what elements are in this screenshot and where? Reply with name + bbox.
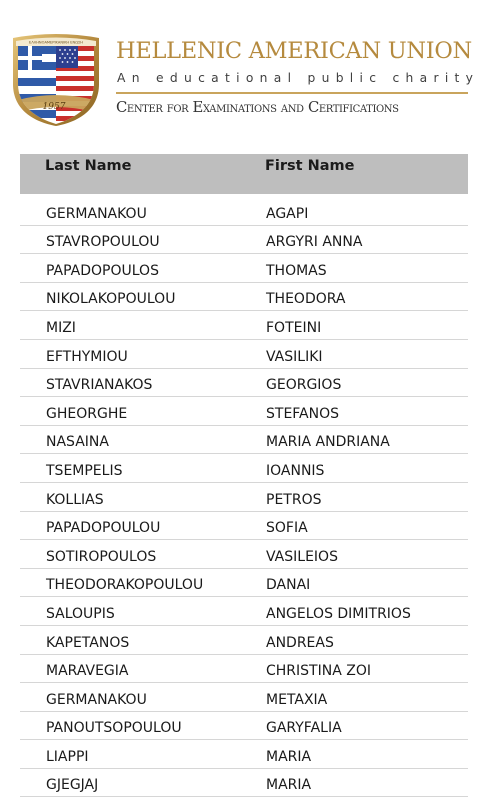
table-row [20, 769, 468, 798]
names-table [20, 154, 468, 797]
table-row [20, 540, 468, 569]
first-name-cell: ANGELOS DIMITRIOS [266, 605, 411, 622]
logo-year: 1957 [42, 102, 66, 112]
table-header [20, 154, 468, 194]
logo-top-text: ΕΛΛΗΝΟΑΜΕΡΙΚΑΝΙΚΗ ΕΝΩΣΗ [29, 40, 83, 45]
column-header-last-name: Last Name [45, 158, 132, 174]
tagline: An educational public charity [117, 71, 480, 85]
hau-logo-icon [10, 32, 102, 126]
column-header-first-name: First Name [265, 158, 355, 174]
table-row [20, 340, 468, 369]
last-name-cell: MIZI [46, 319, 76, 336]
first-name-cell: METAXIA [266, 691, 328, 708]
first-name-cell: FOTEINI [266, 319, 322, 336]
header [0, 0, 484, 140]
last-name-cell: STAVROPOULOU [46, 234, 160, 251]
first-name-cell: VASILIKI [266, 348, 323, 365]
table-row [20, 569, 468, 598]
last-name-cell: LIAPPI [46, 748, 89, 765]
org-name: HELLENIC AMERICAN UNION [116, 38, 472, 64]
header-divider [116, 92, 468, 94]
table-row [20, 283, 468, 312]
first-name-cell: MARIA [266, 748, 312, 765]
last-name-cell: GERMANAKOU [46, 691, 147, 708]
first-name-cell: AGAPI [266, 205, 309, 222]
first-name-cell: SOFIA [266, 520, 308, 537]
table-row [20, 626, 468, 655]
last-name-cell: THEODORAKOPOULOU [46, 577, 204, 594]
first-name-cell: DANAI [266, 577, 311, 594]
first-name-cell: MARIA ANDRIANA [266, 434, 390, 451]
first-name-cell: ANDREAS [266, 634, 334, 651]
last-name-cell: STAVRIANAKOS [46, 377, 153, 394]
last-name-cell: PAPADOPOULOU [46, 520, 161, 537]
last-name-cell: NASAINA [46, 434, 109, 451]
first-name-cell: PETROS [266, 491, 322, 508]
last-name-cell: PANOUTSOPOULOU [46, 720, 182, 737]
table-row [20, 454, 468, 483]
table-body [20, 197, 468, 797]
last-name-cell: NIKOLAKOPOULOU [46, 291, 176, 308]
last-name-cell: PAPADOPOULOS [46, 262, 159, 279]
first-name-cell: GEORGIOS [266, 377, 342, 394]
first-name-cell: IOANNIS [266, 462, 325, 479]
table-row [20, 254, 468, 283]
first-name-cell: THEODORA [266, 291, 346, 308]
table-row [20, 369, 468, 398]
table-row [20, 483, 468, 512]
first-name-cell: GARYFALIA [266, 720, 342, 737]
last-name-cell: EFTHYMIOU [46, 348, 128, 365]
first-name-cell: STEFANOS [266, 405, 340, 422]
last-name-cell: MARAVEGIA [46, 663, 129, 680]
last-name-cell: KOLLIAS [46, 491, 104, 508]
table-row [20, 712, 468, 741]
first-name-cell: MARIA [266, 777, 312, 794]
table-row [20, 740, 468, 769]
table-row [20, 197, 468, 226]
table-row [20, 683, 468, 712]
table-row [20, 512, 468, 541]
last-name-cell: SOTIROPOULOS [46, 548, 157, 565]
first-name-cell: THOMAS [266, 262, 327, 279]
table-row [20, 397, 468, 426]
table-row [20, 597, 468, 626]
last-name-cell: KAPETANOS [46, 634, 130, 651]
last-name-cell: TSEMPELIS [46, 462, 123, 479]
first-name-cell: ARGYRI ANNA [266, 234, 363, 251]
last-name-cell: GJEGJAJ [46, 777, 99, 794]
last-name-cell: SALOUPIS [46, 605, 115, 622]
last-name-cell: GERMANAKOU [46, 205, 147, 222]
first-name-cell: CHRISTINA ZOI [266, 663, 371, 680]
table-row [20, 226, 468, 255]
first-name-cell: VASILEIOS [266, 548, 338, 565]
table-row [20, 655, 468, 684]
table-row [20, 311, 468, 340]
center-name: Center for Examinations and Certifications [116, 99, 399, 116]
table-row [20, 426, 468, 455]
last-name-cell: GHEORGHE [46, 405, 128, 422]
